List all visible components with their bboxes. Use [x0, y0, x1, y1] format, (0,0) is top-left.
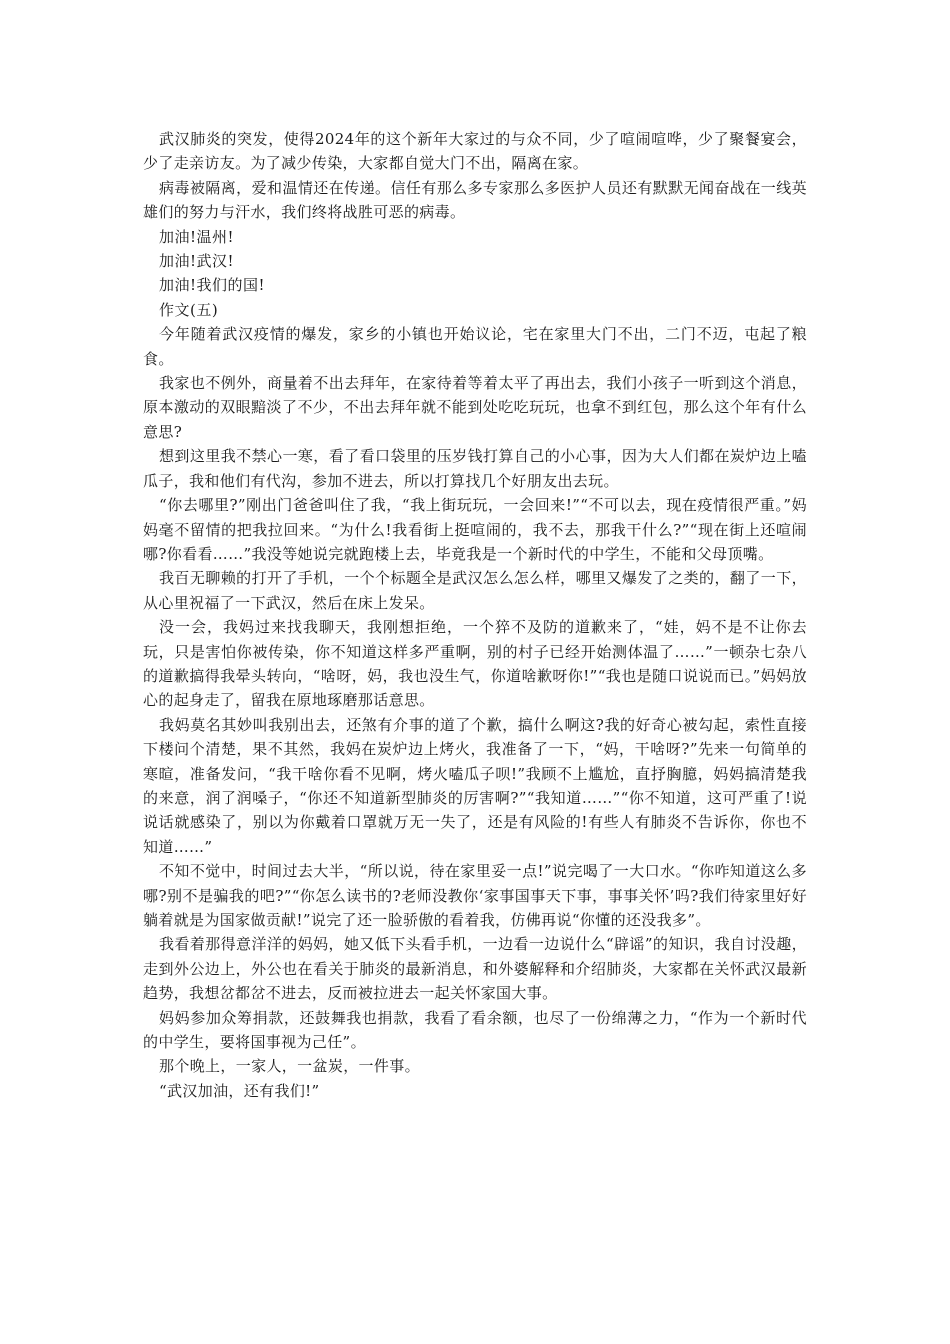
- paragraph: 今年随着武汉疫情的爆发，家乡的小镇也开始议论，宅在家里大门不出，二门不迈，屯起了粮食。: [143, 325, 807, 368]
- paragraph: 我看着那得意洋洋的妈妈，她又低下头看手机，一边看一边说什么“辟谣”的知识，我自讨没趣，走到外公边上，外公也在看关于肺炎的最新消息，和外婆解释和介绍肺炎，大家都在关怀武汉最新趋势，我想岔都岔不进去，反而被拉进去一起关怀家国大事。: [143, 935, 807, 1003]
- cheer-line: 加油!我们的国!: [159, 276, 266, 295]
- paragraph: 我家也不例外，商量着不出去拜年，在家待着等着太平了再出去，我们小孩子一听到这个消息，原本激动的双眼黯淡了不少，不出去拜年就不能到处吃吃玩玩，也拿不到红包，那么这个年有什么意思?: [143, 374, 807, 441]
- closing-line: “武汉加油，还有我们!”: [159, 1081, 320, 1100]
- paragraph: 那个晚上，一家人，一盆炭，一件事。: [159, 1057, 420, 1076]
- paragraph: 病毒被隔离，爱和温情还在传递。信任有那么多专家那么多医护人员还有默默无闻奋战在一线英雄们的努力与汗水，我们终将战胜可恶的病毒。: [143, 178, 807, 222]
- paragraph: 我妈莫名其妙叫我别出去，还煞有介事的道了个歉，搞什么啊这?我的好奇心被勾起，索性直接下楼问个清楚，果不其然，我妈在炭炉边上烤火，我准备了一下，“妈，干啥呀?”先来一句简单的寒暄，准备发问，“我干啥你看不见啊，烤火嗑瓜子呗!”我顾不上尴尬，直抒胸臆，妈妈搞清楚我的来意，润了润嗓子，“你还不知道新型肺炎的厉害啊?”“我知道……”“你不知道，这可严重了!说说话就感染了，别以为你戴着口罩就万无一失了，还是有风险的!有些人有肺炎不告诉你，你也不知道……”: [143, 715, 807, 856]
- paragraph: 不知不觉中，时间过去大半，“所以说，待在家里妥一点!”说完喝了一大口水。“你咋知道这么多哪?别不是骗我的吧?”“你怎么读书的?老师没教你‘家事国事天下事，事事关怀’吗?我们待家里好好躺着就是为国家做贡献!”说完了还一脸骄傲的看着我，仿佛再说“你懂的还没我多”。: [143, 862, 807, 929]
- cheer-line: 加油!武汉!: [159, 252, 235, 271]
- paragraph: 想到这里我不禁心一寒，看了看口袋里的压岁钱打算自己的小心事，因为大人们都在炭炉边上嗑瓜子，我和他们有代沟，参加不进去，所以打算找几个好朋友出去玩。: [143, 447, 807, 490]
- paragraph: 没一会，我妈过来找我聊天，我刚想拒绝，一个猝不及防的道歉来了，“娃，妈不是不让你去玩，只是害怕你被传染，你不知道这样多严重啊，别的村子已经开始测体温了……”一顿杂七杂八的道歉搞得我晕头转向，“啥呀，妈，我也没生气，你道啥歉呀你!”“我也是随口说说而已。”妈妈放心的起身走了，留我在原地琢磨那话意思。: [143, 618, 807, 710]
- paragraph: 妈妈参加众筹捐款，还鼓舞我也捐款，我看了看余额，也尽了一份绵薄之力，“作为一个新时代的中学生，要将国事视为己任”。: [143, 1008, 807, 1052]
- paragraph: 我百无聊赖的打开了手机，一个个标题全是武汉怎么怎么样，哪里又爆发了之类的，翻了一下，从心里祝福了一下武汉，然后在床上发呆。: [143, 569, 807, 612]
- essay-heading: 作文(五): [159, 300, 219, 319]
- essay-body: [143, 127, 807, 1103]
- paragraph: “你去哪里?”刚出门爸爸叫住了我，“我上街玩玩，一会回来!”“不可以去，现在疫情很严重。”妈妈毫不留情的把我拉回来。“为什么!我看街上挺喧闹的，我不去，那我干什么?”“现在街上还喧闹哪?你看看……”我没等她说完就跑楼上去，毕竟我是一个新时代的中学生，不能和父母顶嘴。: [143, 496, 807, 563]
- cheer-line: 加油!温州!: [159, 227, 235, 246]
- paragraph: 武汉肺炎的突发，使得2024年的这个新年大家过的与众不同，少了喧闹喧哗，少了聚餐宴会，少了走亲访友。为了减少传染，大家都自觉大门不出，隔离在家。: [143, 130, 807, 173]
